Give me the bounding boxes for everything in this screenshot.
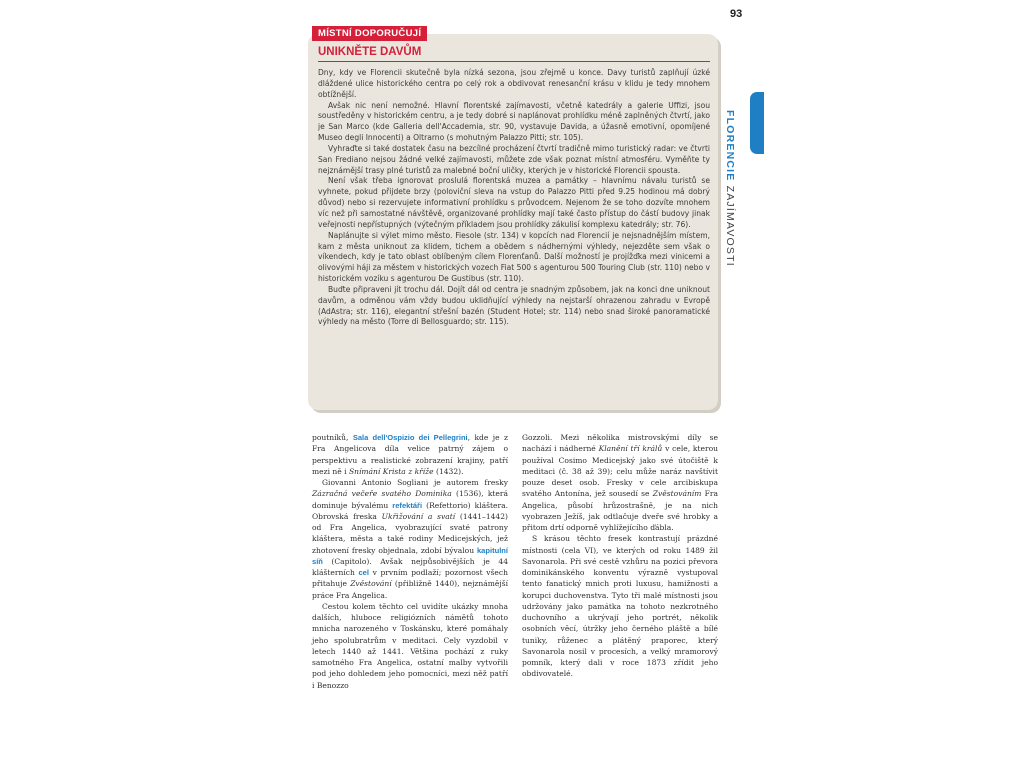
text-run: (Capitolo). Avšak nejpůsobivějších je 44 klášterních: [312, 556, 508, 577]
text-run: (1441–1442) od Fra Angelica, vyobrazující svaté patrony kláštera, města a také rodiny Medicejských, jež zhotovení fresky objednala, zdobí bývalou: [312, 511, 508, 555]
tip-paragraph: Buďte připraveni jít trochu dál. Dojít dál od centra je snadným způsobem, jak na konci dne uniknout davům, a odměnou vám vždy budou uklidňující výhledy na nejstarší ohrazenou zahradu v Evropě (AdAstra; str. 116), elegantní střešní bazén (Student Hotel; str. 114) nebo snad široké panoramatické výhledy na město (Torre di Bellosguardo; str. 115).: [318, 284, 710, 327]
text-run: (přibližně 1440), nejznámější práce Fra Angelica.: [312, 579, 509, 600]
body-paragraph: Cestou kolem těchto cel uvidíte ukázky mnoha dalších, hluboce religiózních námětů tohoto mnicha narozeného v Toskánsku, které pomáhaly jeho spolubratrům v meditaci. Cely vyzdobil v letech 1440 až 1441. Většina pochází z ruky samotného Fra Angelica, ostatní malby vytvořili pod jeho dohledem jeho pomocníci, mezi něž patří i Benozzo: [312, 601, 508, 690]
tip-box-rule: [318, 61, 710, 62]
text-run: , kde je z Fra Angelicova díla velice patrný zájem o perspektivu a realistické zobrazení krajiny, patří mezi ně i: [312, 433, 508, 476]
section-tab-label: [724, 110, 736, 267]
artwork-title: Snímání Krista z kříže: [348, 466, 434, 476]
body-column-right: [522, 432, 718, 680]
body-paragraph: S krásou těchto fresek kontrastují prázdné místnosti (cela VI), ve kterých od roku 1489 žil Savonarola. Při své cestě vzhůru na pozici převora dominikánského konventu výrazně vystupoval tento fanatický mnich proti luxusu, hamižnosti a korupci duchovenstva. Tyto tři malé místnosti jsou udržovány jako památka na tohoto nezkrotného duchovního a ukrývají jeho portrét, několik osobních věcí, útržky jeho černého pláště a bílé tuniky, růženec a plátěný praporec, který Savonarola nosil v procesích, a velký mramorový pomník, který dali v roce 1873 zřídit jeho obdivovatelé.: [522, 534, 718, 679]
text-run: v cele, kterou používal Cosimo Medicejský jako své útočiště k meditaci (č. 38 až 39); celu může naráz navštívit pouze deset osob. Fresky v cele arcibiskupa svatého Antonína, jež sousedí se: [522, 444, 718, 499]
tip-paragraph: Vyhraďte si také dostatek času na bezcílné procházení čtvrtí tradičně mimo turistický radar: ve čtvrti San Frediano nejsou žádné velké zajímavosti, můžete zde však poznat místní atmosféru. Vyměňte ty nejznámější trasy plné turistů za malebné boční uličky, kterých je v historické Florencii spousta.: [318, 143, 710, 175]
section-tab-marker: [750, 92, 764, 154]
sight-link-cel[interactable]: cel: [358, 568, 369, 577]
text-run: (1432).: [433, 466, 464, 476]
body-paragraph: [312, 432, 508, 477]
body-column-left: [312, 432, 508, 691]
tip-paragraph: Avšak nic není nemožné. Hlavní florentské zajímavosti, včetně katedrály a galerie Uffizi, jsou soustředěny v historickém centru, a je tedy dobré si naplánovat prohlídku méně zaplněných čtvrtí, jako je San Marco (kde Galleria dell'Accademia, str. 90, vystavuje Davida, a úžasně emotivní, opomíjené Museo degli Innocenti) a Oltrarno (s mohutným Palazzo Pitti; str. 105).: [318, 100, 710, 143]
sight-link-refektar[interactable]: refektáři: [392, 500, 423, 510]
text-run: Gozzoli. Mezi několika mistrovskými díly se nachází i nádherné: [522, 433, 718, 454]
sight-link-sala-pellegrini[interactable]: Sala dell'Ospizio dei Pellegrini: [352, 433, 468, 442]
body-paragraph: [312, 477, 508, 601]
section-city: FLORENCIE: [724, 110, 736, 182]
tip-box-body: [318, 68, 710, 328]
artwork-title: Ukřižování a svatí: [381, 511, 456, 521]
text-run: (1536), která dominuje bývalému: [312, 489, 508, 510]
tip-box-tag: MÍSTNÍ DOPORUČUJÍ: [312, 26, 427, 41]
section-name: ZAJÍMAVOSTI: [724, 185, 736, 267]
tip-paragraph: Není však třeba ignorovat proslulá florentská muzea a památky – hlavnímu návalu turistů se vyhnete, pokud přijdete brzy (poloviční sleva na vstup do Palazzo Pitti před 9.25 hodinou má dobrý důvod) nebo si rezervujete informativní prohlídku s průvodcem. Nejenom že se toho dozvíte mnohem víc než při samostatné návštěvě, organizované prohlídky mají také často přístup do částí budovy jinak veřejnosti nepřístupných (výtečným příkladem jsou prohlídky zákulisí komplexu katedrály; str. 76).: [318, 176, 710, 229]
tip-box-title: UNIKNĚTE DAVŮM: [318, 46, 422, 58]
artwork-title: Zázračná večeře svatého Dominika: [312, 489, 452, 499]
tip-paragraph: Dny, kdy ve Florencii skutečně byla nízká sezona, jsou zřejmě u konce. Davy turistů zaplňují úzké dláždené ulice historického centra po celý rok a obdivovat renesanční krásu v klidu je tedy mnohem obtížnější.: [318, 68, 710, 99]
text-run: Fra Angelica, působí hrůzostrašně, je na nich vyobrazen Ježíš, jak odtlačuje dveře své hrobky a přitom drtí odporně vyhlížejícího ďábla.: [522, 489, 718, 532]
text-run: (Refettorio) kláštera. Obrovská freska: [312, 500, 508, 521]
text-run: Giovanni Antonio Sogliani je autorem fresky: [322, 478, 508, 487]
text-run: poutníků,: [312, 433, 353, 442]
tip-paragraph: Naplánujte si výlet mimo město. Fiesole (str. 134) v kopcích nad Florencií je nejsnadnějším místem, kam z města uniknout za klidem, tichem a obědem s nádhernými výhledy, nejezděte sem však o víkendech, kdy je tato oblast oblíbeným cílem Florenťanů. Další možností je projížďka mezi vinicemi a olivovými háji za městem v historických vozech Fiat 500 s agenturou 500 Touring Club (str. 110) nebo v historickém vozíku s agenturou De Gustibus (str. 110).: [318, 230, 710, 284]
artwork-title: Zvěstováním: [652, 489, 702, 499]
sight-link-kapitulni-sin[interactable]: kapitulní síň: [312, 545, 508, 566]
artwork-title: Klanění tří králů: [598, 444, 663, 454]
body-paragraph: [522, 432, 718, 533]
page-number: 93: [730, 8, 743, 20]
artwork-title: Zvěstování: [350, 579, 392, 589]
text-run: v prvním podlaží; pozornost všech přitahuje: [312, 568, 508, 589]
